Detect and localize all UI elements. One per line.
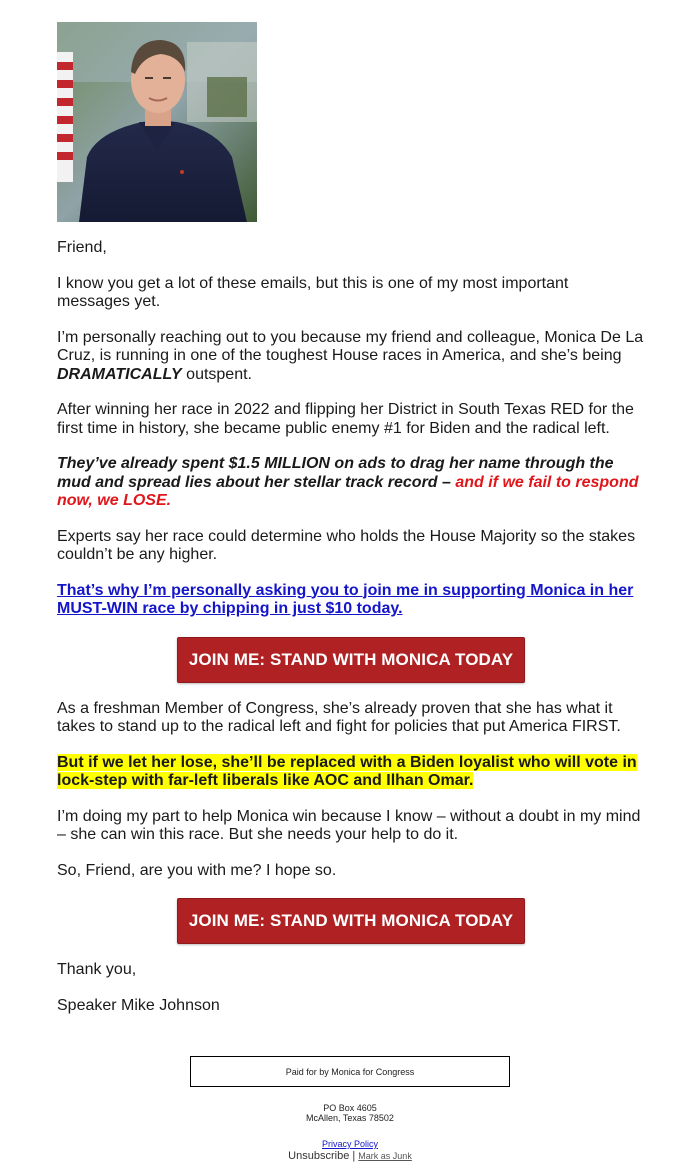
paragraph-spending <box>57 455 645 511</box>
stand-with-monica-button[interactable]: JOIN ME: STAND WITH MONICA TODAY <box>177 637 525 683</box>
donate-link[interactable]: That’s why I’m personally asking you to join me in supporting Monica in her MUST-WIN race by chipping in just $10 today. <box>57 581 634 617</box>
cta-button-wrap-2 <box>57 898 645 944</box>
paragraph-donate-link <box>57 582 645 619</box>
paragraph-reaching-out-end: outspent. <box>181 365 252 383</box>
paragraph-freshman: As a freshman Member of Congress, she’s already proven that she has what it takes to stand up to the radical left and fight for policies that put America FIRST. <box>57 699 621 735</box>
paid-for-disclaimer: Paid for by Monica for Congress <box>190 1056 510 1087</box>
unsubscribe-line <box>0 1150 700 1162</box>
thank-you: Thank you, <box>57 961 137 978</box>
paragraph-doing-my-part: I’m doing my part to help Monica win because I know – without a doubt in my mind – she can win this race. But she needs your help to do it. <box>57 807 641 843</box>
address-line-2: McAllen, Texas 78502 <box>306 1113 394 1123</box>
footer-links <box>0 1138 700 1162</box>
stand-with-monica-button-2[interactable]: JOIN ME: STAND WITH MONICA TODAY <box>177 898 525 944</box>
address-line-1: PO Box 4605 <box>323 1103 377 1113</box>
paragraph-spending-text: They’ve already spent $1.5 MILLION on ads to drag her name through the mud and spread lies about her stellar track record – <box>57 455 614 491</box>
portrait-photo <box>57 22 257 222</box>
unsubscribe-link[interactable]: Unsubscribe <box>288 1150 350 1162</box>
paragraph-background: After winning her race in 2022 and flipping her District in South Texas RED for the first time in history, she became public enemy #1 for Biden and the radical left. <box>57 401 634 437</box>
mailing-address <box>0 1103 700 1123</box>
paragraph-spending-warning: and if we fail to respond now, we LOSE. <box>57 473 639 509</box>
dramatically-emphasis: DRAMATICALLY <box>57 365 182 383</box>
paragraph-stakes: Experts say her race could determine who holds the House Majority so the stakes couldn’t be any higher. <box>57 527 636 563</box>
email-body <box>57 22 645 1015</box>
signature: Speaker Mike Johnson <box>57 996 220 1014</box>
greeting: Friend, <box>57 239 107 256</box>
paragraph-highlight <box>57 754 645 791</box>
privacy-policy-link[interactable]: Privacy Policy <box>321 1139 378 1149</box>
email-footer <box>0 1056 700 1162</box>
footer-separator: | <box>352 1150 356 1162</box>
highlighted-warning: But if we let her lose, she’ll be replaced with a Biden loyalist who will vote in lock-step with far-left liberals like AOC and Ilhan Omar. <box>57 753 637 789</box>
paragraph-ask: So, Friend, are you with me? I hope so. <box>57 861 337 879</box>
mark-as-junk-link[interactable]: Mark as Junk <box>358 1151 412 1161</box>
paragraph-reaching-out <box>57 329 645 385</box>
paragraph-intro: I know you get a lot of these emails, but this is one of my most important messages yet. <box>57 274 569 310</box>
cta-button-wrap-1 <box>57 637 645 683</box>
paragraph-reaching-out-text: I’m personally reaching out to you because my friend and colleague, Monica De La Cruz, is running in one of the toughest House races in America, and she’s being <box>57 328 644 364</box>
